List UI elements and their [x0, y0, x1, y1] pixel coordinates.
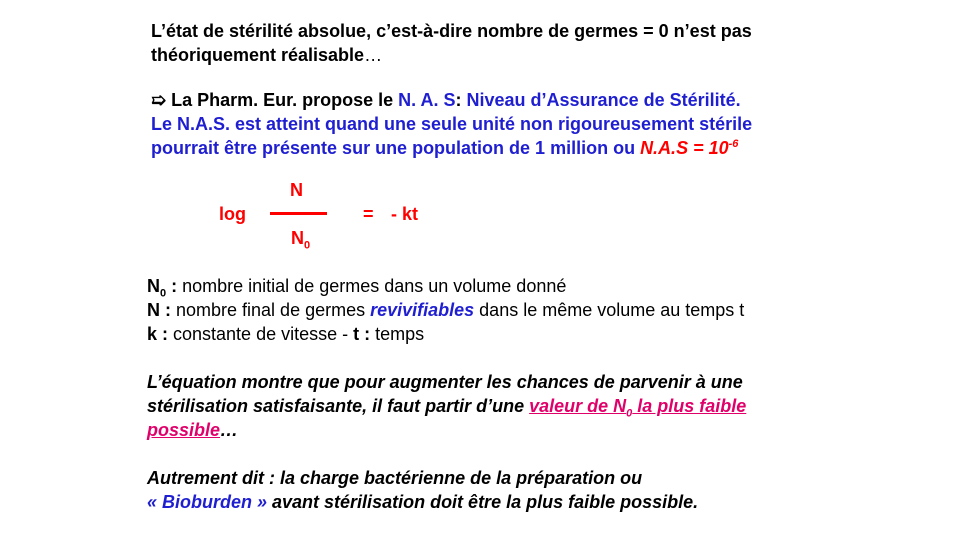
- low-n0-subscript: 0: [626, 407, 633, 420]
- k-text: constante de vitesse -: [173, 324, 354, 344]
- nas-abbreviation: N. A. S: [398, 90, 456, 110]
- nas-line-2: [151, 112, 752, 136]
- pharm-eur-text: La Pharm. Eur. propose le: [166, 90, 399, 110]
- low-n0-text: valeur de N: [529, 396, 627, 416]
- formula-denominator: [291, 226, 310, 250]
- k-symbol: k :: [147, 324, 174, 344]
- t-text: temps: [375, 324, 425, 344]
- nas-full-name: Niveau d’Assurance de Stérilité.: [466, 90, 741, 110]
- conclusion-text-1: Autrement dit : la charge bactérienne de la préparation ou: [147, 468, 643, 488]
- nas-value: N.A.S = 10: [640, 138, 729, 158]
- n0-colon: :: [166, 276, 183, 296]
- intro-text-1: L’état de stérilité absolue, c’est-à-dire nombre de germes = 0 n’est pas: [151, 21, 752, 41]
- conclusion-line-1: [147, 466, 642, 490]
- possible-highlight: possible: [147, 420, 221, 440]
- n-text-emphasis: revivifiables: [370, 300, 475, 320]
- conclusion-text-2: avant stérilisation doit être la plus faible possible.: [267, 492, 699, 512]
- n-text-a: nombre final de germes: [176, 300, 371, 320]
- equation-text-2: stérilisation satisfaisante, il faut partir d’une: [147, 396, 530, 416]
- low-n0-text-b: la plus faible: [632, 396, 747, 416]
- intro-text-2: théoriquement réalisable: [151, 45, 365, 65]
- n0-subscript: 0: [160, 287, 167, 300]
- nas-line-3: [151, 136, 738, 160]
- formula-numerator: N: [290, 180, 303, 200]
- nas-definition-1: Le N.A.S. est atteint quand une seule unité non rigoureusement stérile: [151, 114, 753, 134]
- n-symbol: N :: [147, 300, 176, 320]
- bioburden-term: « Bioburden »: [147, 492, 268, 512]
- n0-symbol: N: [147, 276, 160, 296]
- definition-n0: [147, 274, 566, 298]
- equation-line-3: [147, 418, 238, 442]
- nas-colon: :: [455, 90, 467, 110]
- conclusion-line-2: [147, 490, 698, 514]
- equation-ellipsis: …: [220, 420, 239, 440]
- intro-line-1: [151, 19, 752, 43]
- formula-equals: =: [363, 204, 374, 224]
- formula-rhs: - kt: [391, 204, 418, 224]
- denominator-symbol: N: [291, 228, 304, 248]
- definition-k-t: [147, 322, 424, 346]
- t-symbol: t :: [353, 324, 376, 344]
- arrow-right-icon: ➯: [151, 90, 167, 110]
- intro-ellipsis: …: [364, 45, 383, 65]
- low-n0-highlight: [529, 396, 747, 420]
- nas-exponent: -6: [728, 138, 739, 150]
- n-text-b: dans le même volume au temps t: [474, 300, 745, 320]
- equation-line-2: [147, 394, 746, 418]
- equation-text-1: L’équation montre que pour augmenter les chances de parvenir à une: [147, 372, 743, 392]
- equation-line-1: [147, 370, 743, 394]
- formula-log: log: [219, 204, 246, 224]
- fraction-bar: [270, 212, 327, 215]
- n0-text: nombre initial de germes dans un volume donné: [182, 276, 567, 296]
- nas-line-1: [151, 88, 741, 112]
- nas-definition-2: pourrait être présente sur une population de 1 million ou: [151, 138, 641, 158]
- definition-n: [147, 298, 744, 322]
- denominator-subscript: 0: [304, 239, 311, 252]
- intro-line-2: [151, 43, 382, 67]
